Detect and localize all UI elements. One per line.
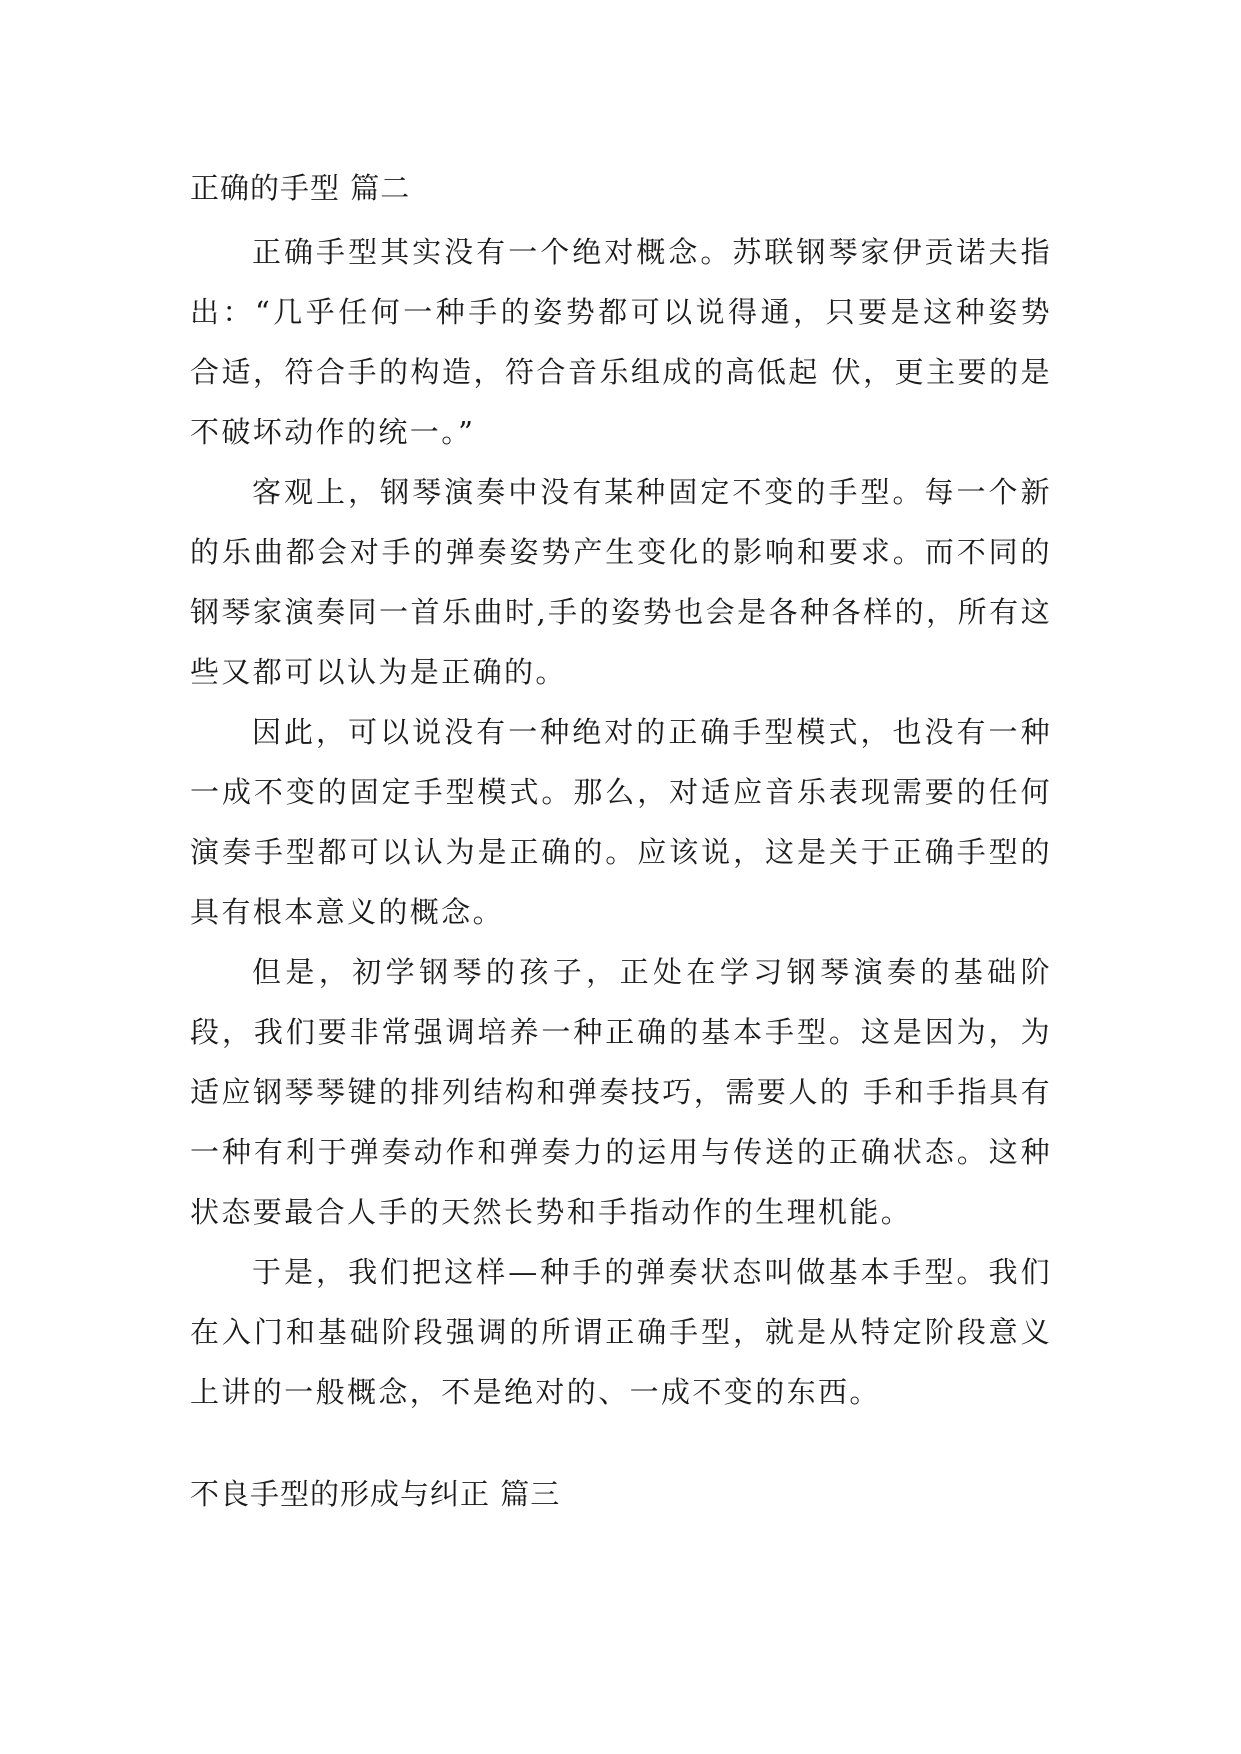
section-heading-3: 不良手型的形成与纠正 篇三 (190, 1477, 561, 1511)
paragraph-2: 客观上，钢琴演奏中没有某种固定不变的手型。每一个新的乐曲都会对手的弹奏姿势产生变化的影响和要求。而不同的钢琴家演奏同一首乐曲时,手的姿势也会是各种各样的，所有这些又都可以认为是正确的。 (190, 475, 1052, 689)
paragraph-3: 因此，可以说没有一种绝对的正确手型模式，也没有一种一成不变的固定手型模式。那么，对适应音乐表现需要的任何演奏手型都可以认为是正确的。应该说，这是关于正确手型的具有根本意义的概念。 (190, 715, 1052, 929)
paragraph-4: 但是，初学钢琴的孩子，正处在学习钢琴演奏的基础阶段，我们要非常强调培养一种正确的基本手型。这是因为，为适应钢琴琴键的排列结构和弹奏技巧，需要人的 手和手指具有一种有利于弹奏动作和弹奏力的运用与传送的正确状态。这种状态要最合人手的天然长势和手指动作的生理机能。 (190, 955, 1052, 1229)
body-text (190, 222, 1052, 1422)
paragraph-5: 于是，我们把这样—种手的弹奏状态叫做基本手型。我们在入门和基础阶段强调的所谓正确手型，就是从特定阶段意义上讲的一般概念，不是绝对的、一成不变的东西。 (190, 1255, 1052, 1409)
section-heading-2: 正确的手型 篇二 (190, 171, 411, 205)
paragraph-1: 正确手型其实没有一个绝对概念。苏联钢琴家伊贡诺夫指出：“几乎任何一种手的姿势都可以说得通，只要是这种姿势合适，符合手的构造，符合音乐组成的高低起 伏，更主要的是不破坏动作的统一。” (190, 235, 1052, 449)
